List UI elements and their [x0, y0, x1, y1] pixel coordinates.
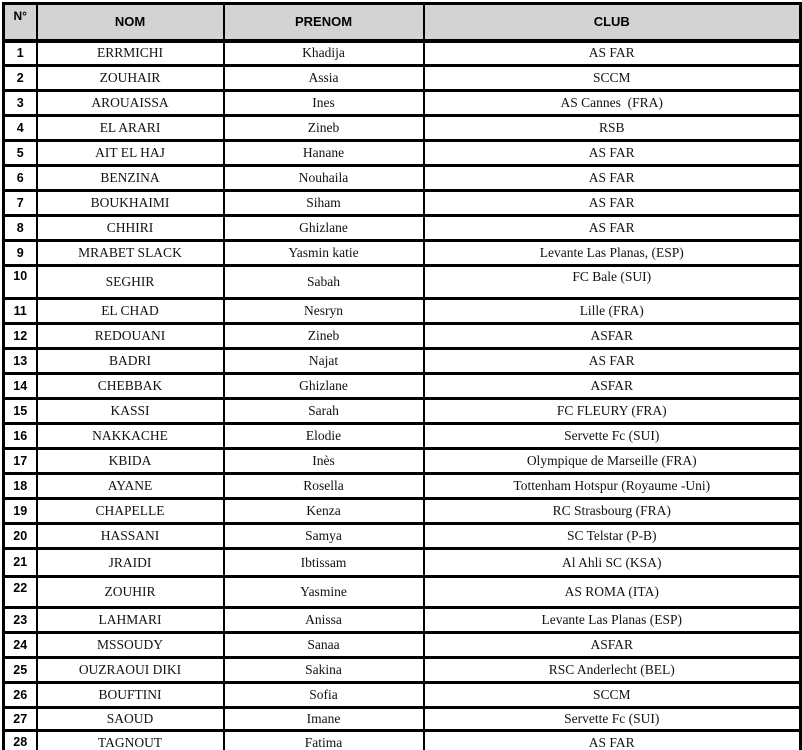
row-nom-cell: EL CHAD	[37, 299, 224, 324]
row-prenom-cell: Assia	[224, 66, 424, 91]
table-row	[4, 683, 801, 708]
row-number-cell: 5	[4, 141, 37, 166]
row-club-cell: FC Bale (SUI)	[424, 266, 801, 299]
row-prenom-cell: Siham	[224, 191, 424, 216]
row-prenom-cell: Ibtissam	[224, 549, 424, 577]
row-club-cell: Levante Las Planas, (ESP)	[424, 241, 801, 266]
row-number-cell: 13	[4, 349, 37, 374]
table-row	[4, 166, 801, 191]
players-roster-table	[2, 2, 802, 750]
row-nom-cell: BADRI	[37, 349, 224, 374]
table-row	[4, 241, 801, 266]
row-nom-cell: KASSI	[37, 399, 224, 424]
row-nom-cell: HASSANI	[37, 524, 224, 549]
row-nom-cell: MRABET SLACK	[37, 241, 224, 266]
row-club-cell: AS ROMA (ITA)	[424, 577, 801, 608]
row-prenom-cell: Imane	[224, 708, 424, 731]
row-club-cell: SCCM	[424, 683, 801, 708]
column-header-prenom: PRENOM	[224, 4, 424, 41]
row-nom-cell: OUZRAOUI DIKI	[37, 658, 224, 683]
row-prenom-cell: Sakina	[224, 658, 424, 683]
row-number-cell: 26	[4, 683, 37, 708]
row-number-cell: 8	[4, 216, 37, 241]
row-nom-cell: AROUAISSA	[37, 91, 224, 116]
row-nom-cell: BOUKHAIMI	[37, 191, 224, 216]
table-row	[4, 399, 801, 424]
table-row	[4, 216, 801, 241]
row-nom-cell: NAKKACHE	[37, 424, 224, 449]
row-club-cell: Levante Las Planas (ESP)	[424, 608, 801, 633]
table-row	[4, 524, 801, 549]
row-number-cell: 24	[4, 633, 37, 658]
row-club-cell: RSB	[424, 116, 801, 141]
table-header	[4, 4, 801, 41]
table-row	[4, 577, 801, 608]
table-row	[4, 549, 801, 577]
row-prenom-cell: Hanane	[224, 141, 424, 166]
row-nom-cell: AYANE	[37, 474, 224, 499]
row-number-cell: 21	[4, 549, 37, 577]
row-club-cell: SC Telstar (P-B)	[424, 524, 801, 549]
row-nom-cell: LAHMARI	[37, 608, 224, 633]
row-number-cell: 1	[4, 41, 37, 66]
row-number-cell: 17	[4, 449, 37, 474]
row-nom-cell: AIT EL HAJ	[37, 141, 224, 166]
row-number-cell: 16	[4, 424, 37, 449]
row-nom-cell: ERRMICHI	[37, 41, 224, 66]
row-club-cell: AS FAR	[424, 191, 801, 216]
row-prenom-cell: Nouhaila	[224, 166, 424, 191]
row-number-cell: 19	[4, 499, 37, 524]
row-nom-cell: SEGHIR	[37, 266, 224, 299]
row-club-cell: FC FLEURY (FRA)	[424, 399, 801, 424]
row-club-cell: Lille (FRA)	[424, 299, 801, 324]
row-nom-cell: CHEBBAK	[37, 374, 224, 399]
table-row	[4, 731, 801, 750]
column-header-club: CLUB	[424, 4, 801, 41]
table-row	[4, 141, 801, 166]
row-nom-cell: BENZINA	[37, 166, 224, 191]
table-row	[4, 708, 801, 731]
row-prenom-cell: Zineb	[224, 324, 424, 349]
row-prenom-cell: Sabah	[224, 266, 424, 299]
table-row	[4, 116, 801, 141]
row-nom-cell: BOUFTINI	[37, 683, 224, 708]
row-prenom-cell: Ines	[224, 91, 424, 116]
row-nom-cell: TAGNOUT	[37, 731, 224, 750]
row-prenom-cell: Yasmine	[224, 577, 424, 608]
row-club-cell: AS FAR	[424, 166, 801, 191]
table-row	[4, 658, 801, 683]
row-nom-cell: REDOUANI	[37, 324, 224, 349]
row-nom-cell: CHAPELLE	[37, 499, 224, 524]
row-prenom-cell: Samya	[224, 524, 424, 549]
row-club-cell: RSC Anderlecht (BEL)	[424, 658, 801, 683]
table-row	[4, 66, 801, 91]
row-nom-cell: CHHIRI	[37, 216, 224, 241]
header-row	[4, 4, 801, 41]
row-prenom-cell: Inès	[224, 449, 424, 474]
row-nom-cell: ZOUHIR	[37, 577, 224, 608]
table-row	[4, 324, 801, 349]
row-number-cell: 2	[4, 66, 37, 91]
table-row	[4, 424, 801, 449]
row-number-cell: 27	[4, 708, 37, 731]
row-prenom-cell: Sofia	[224, 683, 424, 708]
table-body	[4, 41, 801, 750]
row-number-cell: 28	[4, 731, 37, 750]
row-number-cell: 7	[4, 191, 37, 216]
row-number-cell: 25	[4, 658, 37, 683]
table-row	[4, 191, 801, 216]
table-row	[4, 608, 801, 633]
row-club-cell: Servette Fc (SUI)	[424, 424, 801, 449]
row-prenom-cell: Khadija	[224, 41, 424, 66]
row-club-cell: AS FAR	[424, 216, 801, 241]
table-row	[4, 374, 801, 399]
row-number-cell: 22	[4, 577, 37, 608]
row-number-cell: 6	[4, 166, 37, 191]
row-prenom-cell: Yasmin katie	[224, 241, 424, 266]
row-number-cell: 12	[4, 324, 37, 349]
row-number-cell: 10	[4, 266, 37, 299]
table-row	[4, 91, 801, 116]
table-row	[4, 449, 801, 474]
row-club-cell: Servette Fc (SUI)	[424, 708, 801, 731]
table-row	[4, 299, 801, 324]
table-row	[4, 349, 801, 374]
table-row	[4, 474, 801, 499]
row-club-cell: AS Cannes (FRA)	[424, 91, 801, 116]
row-club-cell: AS FAR	[424, 141, 801, 166]
row-club-cell: ASFAR	[424, 633, 801, 658]
row-prenom-cell: Sarah	[224, 399, 424, 424]
row-nom-cell: ZOUHAIR	[37, 66, 224, 91]
row-number-cell: 3	[4, 91, 37, 116]
column-header-nom: NOM	[37, 4, 224, 41]
row-nom-cell: MSSOUDY	[37, 633, 224, 658]
row-prenom-cell: Sanaa	[224, 633, 424, 658]
row-prenom-cell: Elodie	[224, 424, 424, 449]
row-club-cell: RC Strasbourg (FRA)	[424, 499, 801, 524]
row-nom-cell: KBIDA	[37, 449, 224, 474]
row-number-cell: 4	[4, 116, 37, 141]
row-nom-cell: SAOUD	[37, 708, 224, 731]
row-prenom-cell: Fatima	[224, 731, 424, 750]
row-number-cell: 20	[4, 524, 37, 549]
row-prenom-cell: Ghizlane	[224, 216, 424, 241]
row-prenom-cell: Kenza	[224, 499, 424, 524]
row-club-cell: ASFAR	[424, 324, 801, 349]
row-nom-cell: JRAIDI	[37, 549, 224, 577]
row-prenom-cell: Rosella	[224, 474, 424, 499]
row-prenom-cell: Anissa	[224, 608, 424, 633]
table-row	[4, 633, 801, 658]
row-prenom-cell: Najat	[224, 349, 424, 374]
column-header-number: N°	[4, 4, 37, 41]
row-number-cell: 9	[4, 241, 37, 266]
row-number-cell: 18	[4, 474, 37, 499]
table-row	[4, 41, 801, 66]
table-row	[4, 499, 801, 524]
row-number-cell: 11	[4, 299, 37, 324]
row-club-cell: Olympique de Marseille (FRA)	[424, 449, 801, 474]
row-club-cell: Tottenham Hotspur (Royaume -Uni)	[424, 474, 801, 499]
row-club-cell: ASFAR	[424, 374, 801, 399]
row-club-cell: SCCM	[424, 66, 801, 91]
row-nom-cell: EL ARARI	[37, 116, 224, 141]
row-number-cell: 23	[4, 608, 37, 633]
row-club-cell: AS FAR	[424, 731, 801, 750]
row-prenom-cell: Nesryn	[224, 299, 424, 324]
row-club-cell: AS FAR	[424, 349, 801, 374]
row-prenom-cell: Ghizlane	[224, 374, 424, 399]
row-number-cell: 14	[4, 374, 37, 399]
row-club-cell: Al Ahli SC (KSA)	[424, 549, 801, 577]
row-number-cell: 15	[4, 399, 37, 424]
table-row	[4, 266, 801, 299]
row-club-cell: AS FAR	[424, 41, 801, 66]
row-prenom-cell: Zineb	[224, 116, 424, 141]
